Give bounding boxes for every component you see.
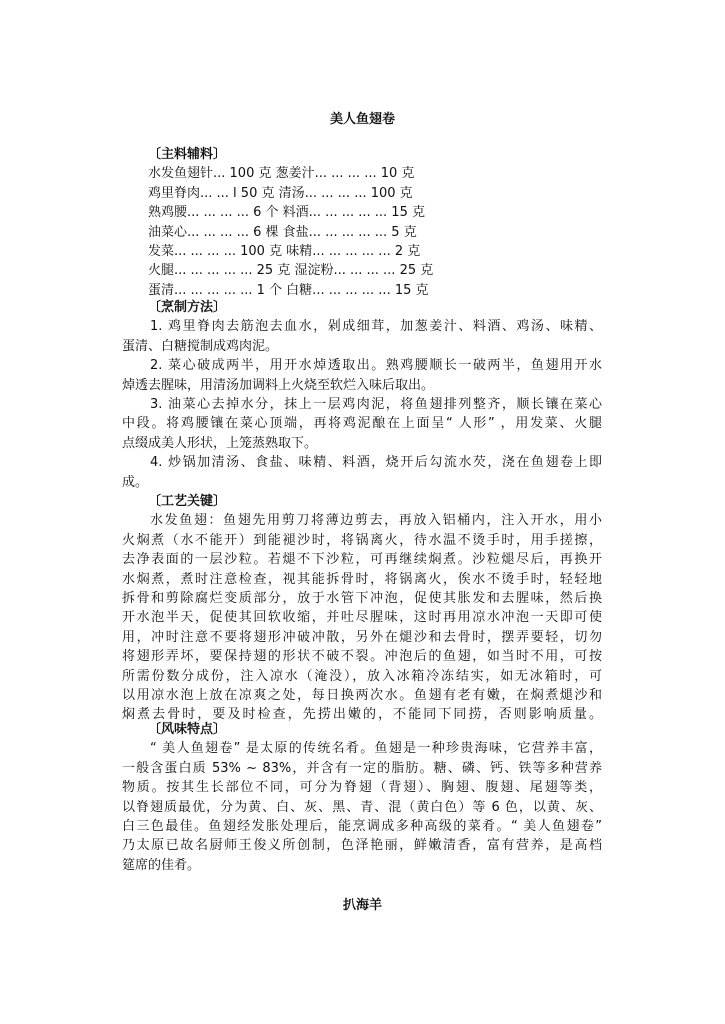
paragraph-line: 焖煮去骨时，要及时检查，先捞出嫩的，不能同下同捞，否则影响质量。	[122, 707, 602, 723]
ingredients-section	[122, 145, 602, 300]
ingredient-line: 水发鱼翅针... 100 克 葱姜汁... ... ... ... 10 克	[148, 166, 415, 182]
next-recipe-title: 扒海羊	[342, 898, 382, 913]
paragraph-line: 以用凉水泡上放在凉爽之处，每日换两次水。鱼翅有老有嫩，在焖煮煺沙和	[122, 687, 602, 703]
paragraph-line: 用，冲时注意不要将翅形冲破冲散，另外在煺沙和去骨时，摆弄要轻，切勿	[122, 629, 602, 645]
paragraph-line: 拆骨和剪除腐烂变质部分，放于水管下冲泡，促使其胀发和去腥味，然后换	[122, 590, 602, 606]
paragraph-line: 将翅形弄坏，要保持翅的形状不破不裂。冲泡后的鱼翅，如当时不用，可按	[122, 649, 602, 665]
paragraph-line: 水焖煮，煮时注意检查，视其能拆骨时，将锅离火，俟水不烫手时，轻轻地	[122, 571, 602, 587]
paragraph-line: 3. 油菜心去掉水分，抹上一层鸡肉泥，将鱼翅排列整齐，顺长镶在菜心	[150, 396, 602, 412]
paragraph-line: 焯透去腥味，用清汤加调料上火烧至软烂入味后取出。	[122, 377, 435, 393]
ingredient-line: 油菜心... ... ... ... 6 棵 食盐... ... ... ... ... 5 克	[148, 224, 417, 240]
paragraph-line: 火焖煮（水不能开）到能褪沙时，将锅离火，待水温不烫手时，用手搓擦，	[122, 532, 602, 548]
paragraph-line: 成。	[122, 474, 149, 490]
paragraph-line: 物质。按其生长部位不同，可分为脊翅（背翅）、胸翅、腹翅、尾翅等类，	[122, 780, 602, 796]
paragraph-line: 筵席的佳肴。	[122, 857, 201, 873]
ingredient-line: 发菜... ... ... ... 100 克 味精... ... ... ... ... 2 克	[148, 243, 421, 259]
section-heading: 〔烹制方法〕	[148, 300, 227, 315]
paragraph-line: 开水泡半天，促使其回软收缩，并吐尽腥味，这时再用凉水冲泡一天即可使	[122, 610, 602, 626]
paragraph-line: 所需份数分成份，注入凉水（淹没），放入冰箱冷冻结实，如无冰箱时，可	[122, 668, 602, 684]
method-section	[122, 298, 602, 492]
paragraph-line: 以脊翅质最优，分为黄、白、灰、黑、青、混（黄白色）等 6 色，以黄、灰、	[122, 799, 602, 815]
section-heading: 〔工艺关键〕	[148, 494, 227, 509]
ingredient-line: 熟鸡腰... ... ... ... 6 个 料酒... ... ... ... ... 15 克	[148, 205, 425, 221]
paragraph-line: 2. 菜心破成两半，用开水焯透取出。熟鸡腰顺长一破两半，鱼翅用开水	[150, 358, 602, 374]
paragraph-line: 蛋清、白糖搅制成鸡肉泥。	[122, 338, 279, 354]
paragraph-line: 4. 炒锅加清汤、食盐、味精、料酒，烧开后勾流水芡，浇在鱼翅卷上即	[150, 455, 602, 471]
technique-section	[122, 492, 602, 725]
flavor-section	[122, 720, 602, 875]
paragraph-line: 去净表面的一层沙粒。若煺不下沙粒，可再继续焖煮。沙粒煺尽后，再换开	[122, 552, 602, 568]
paragraph-line: 水发鱼翅：鱼翅先用剪刀将薄边剪去，再放入铝桶内，注入开水，用小	[150, 513, 602, 529]
ingredient-line: 火腿... ... ... ... ... 25 克 湿淀粉... ... ... ... 25 克	[148, 263, 434, 279]
recipe-title: 美人鱼翅卷	[329, 112, 395, 127]
paragraph-line: 中段。将鸡腰镶在菜心顶端，再将鸡泥酿在上面呈“ 人形” ，用发菜、火腿	[122, 416, 602, 432]
ingredient-line: 鸡里脊肉... ... l 50 克 清汤... ... ... ... 100 克	[148, 185, 413, 201]
paragraph-line: 点缀成美人形状，上笼蒸熟取下。	[122, 435, 318, 451]
paragraph-line: 乃太原已故名厨师王俊义所创制，色泽艳丽，鲜嫩清香，富有营养，是高档	[122, 838, 602, 854]
paragraph-line: 白三色最佳。鱼翅经发胀处理后，能烹调成多种高级的菜肴。“ 美人鱼翅卷”	[122, 818, 602, 834]
paragraph-line: “ 美人鱼翅卷” 是太原的传统名肴。鱼翅是一种珍贵海味，它营养丰富，	[150, 741, 602, 757]
paragraph-line: 1. 鸡里脊肉去筋泡去血水，剁成细茸，加葱姜汁、料酒、鸡汤、味精、	[150, 319, 602, 335]
ingredient-line: 蛋清... ... ... ... ... 1 个 白糖... ... ... ... ... 15 克	[148, 282, 429, 298]
section-heading: 〔风味特点〕	[148, 722, 227, 737]
section-heading: 〔主料辅料〕	[148, 147, 227, 162]
paragraph-line: 一般含蛋白质 53% ~ 83%，并含有一定的脂肪。糖、磷、钙、铁等多种营养	[122, 760, 602, 776]
